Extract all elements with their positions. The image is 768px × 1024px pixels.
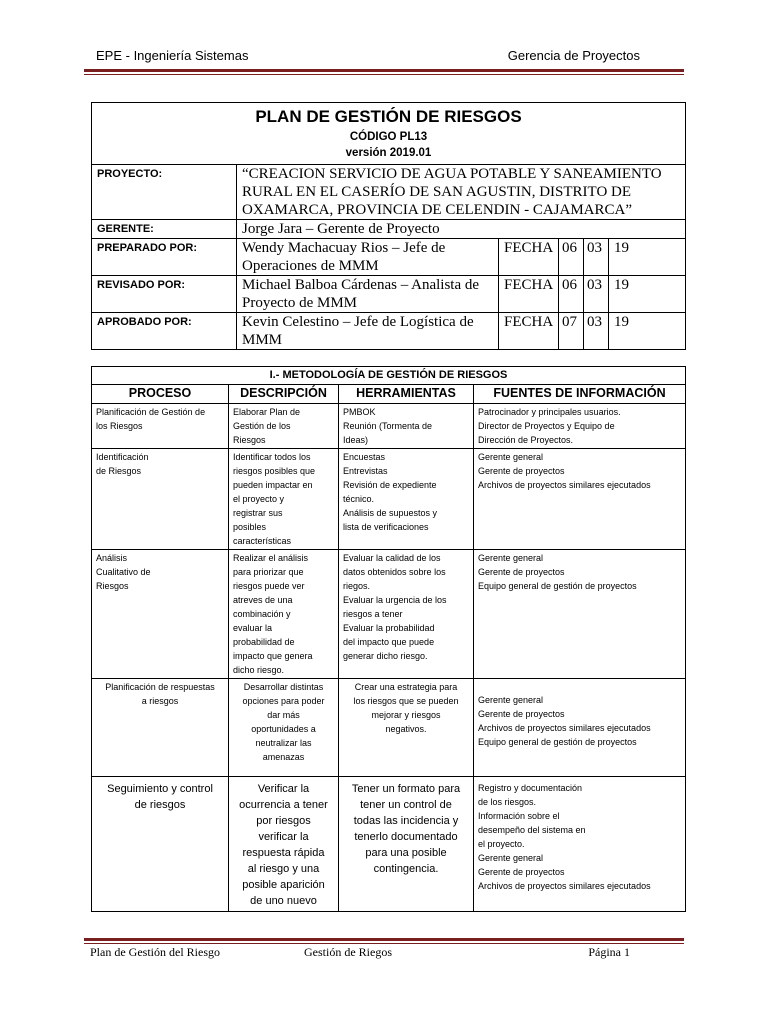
date-year: 19 (609, 276, 686, 313)
prepared-label: PREPARADO POR: (92, 239, 237, 276)
reviewed-value: Michael Balboa Cárdenas – Analista de Proyecto de MMM (237, 276, 499, 313)
cell-line: al riesgo y una (247, 863, 320, 875)
table-row (92, 550, 686, 679)
document-title: PLAN DE GESTIÓN DE RIESGOS (255, 107, 522, 126)
cell-line: opciones para poder (242, 696, 325, 706)
process-cell (92, 449, 229, 550)
cell-line: Gerente general (478, 452, 544, 462)
cell-line: técnico. (343, 494, 375, 504)
header-rule-thin (84, 74, 684, 75)
cell-line: Análisis de supuestos y (343, 508, 438, 518)
cell-line: ocurrencia a tener (239, 799, 328, 811)
date-day: 06 (559, 276, 584, 313)
description-cell (229, 777, 339, 912)
cell-line: Gerente de proyectos (478, 567, 565, 577)
tools-cell (339, 679, 474, 777)
sources-cell (474, 550, 686, 679)
column-header-row (92, 385, 686, 404)
table-row (92, 777, 686, 912)
cell-line: Cualitativo de (96, 567, 151, 577)
cell-line: datos obtenidos sobre los (343, 567, 446, 577)
footer-middle-text: Gestión de Riegos (304, 945, 392, 959)
cell-line: características (233, 536, 292, 546)
cell-line: Gerente de proyectos (478, 709, 565, 719)
cell-line: Análisis (96, 553, 128, 563)
page-header (84, 46, 640, 66)
cell-line: Entrevistas (343, 466, 388, 476)
cell-line: riesgos puede ver (233, 581, 305, 591)
cell-line: respuesta rápida (242, 847, 325, 859)
column-header-description: DESCRIPCIÓN (229, 385, 339, 404)
section-title: I.- METODOLOGÍA DE GESTIÓN DE RIESGOS (92, 367, 686, 385)
cell-line: Gerente de proyectos (478, 867, 565, 877)
cell-line: para priorizar que (233, 567, 304, 577)
cell-line: Archivos de proyectos similares ejecutados (478, 723, 651, 733)
cell-line: atreves de una (233, 595, 293, 605)
date-month: 03 (584, 239, 609, 276)
cell-line: el proyecto y (233, 494, 285, 504)
cell-line: verificar la (258, 831, 309, 843)
document-version: versión 2019.01 (345, 147, 432, 159)
cell-line: dar más (267, 710, 300, 720)
reviewed-label: REVISADO POR: (92, 276, 237, 313)
process-cell (92, 777, 229, 912)
date-day: 06 (559, 239, 584, 276)
cell-line: registrar sus (233, 508, 283, 518)
date-month: 03 (584, 276, 609, 313)
title-cell (92, 103, 686, 165)
cell-line: de uno nuevo (250, 895, 317, 907)
cell-line: combinación y (233, 609, 291, 619)
document-code: CÓDIGO PL13 (349, 131, 428, 143)
cell-line: evaluar la (233, 623, 273, 633)
page-footer (90, 944, 630, 964)
cell-line: Evaluar la urgencia de los (343, 595, 447, 605)
cell-line: Director de Proyectos y Equipo de (478, 421, 615, 431)
table-row (92, 404, 686, 449)
tools-cell (339, 404, 474, 449)
sources-cell (474, 777, 686, 912)
tools-cell (339, 449, 474, 550)
cell-line: Archivos de proyectos similares ejecutados (478, 480, 651, 490)
cell-line: Encuestas (343, 452, 386, 462)
cell-line: contingencia. (373, 863, 439, 875)
cell-line: tener un control de (360, 799, 452, 811)
cell-line: Riesgos (96, 581, 129, 591)
cell-line: probabilidad de (233, 637, 295, 647)
cell-line: pueden impactar en (233, 480, 313, 490)
header-right-text: Gerencia de Proyectos (507, 48, 640, 63)
approved-label: APROBADO POR: (92, 313, 237, 350)
table-row (92, 449, 686, 550)
cell-line: Equipo general de gestión de proyectos (478, 737, 637, 747)
cell-line: Ideas) (343, 435, 369, 445)
cell-line: Verificar la (257, 783, 310, 795)
cell-line: Patrocinador y principales usuarios. (478, 407, 621, 417)
cell-line: oportunidades a (251, 724, 316, 734)
cell-line: todas las incidencia y (353, 815, 459, 827)
cell-line: riesgos posibles que (233, 466, 316, 476)
cell-line: los Riesgos (96, 421, 143, 431)
footer-rule (84, 938, 684, 941)
cell-line: Planificación de respuestas (105, 682, 215, 692)
methodology-table (91, 366, 686, 912)
description-cell (229, 679, 339, 777)
cell-line: Registro y documentación (478, 783, 583, 793)
cell-line: Archivos de proyectos similares ejecutados (478, 881, 651, 891)
cell-line: Crear una estrategia para (354, 682, 458, 692)
tools-cell (339, 777, 474, 912)
prepared-value: Wendy Machacuay Rios – Jefe de Operaciones de MMM (237, 239, 499, 276)
cell-line: a riesgos (141, 696, 179, 706)
approved-row (92, 313, 686, 350)
date-year: 19 (609, 239, 686, 276)
cell-line: Elaborar Plan de (233, 407, 301, 417)
cell-line: Evaluar la probabilidad (343, 623, 435, 633)
header-left-text: EPE - Ingeniería Sistemas (96, 48, 249, 63)
project-value: “CREACION SERVICIO DE AGUA POTABLE Y SANEAMIENTO RURAL EN EL CASERÍO DE SAN AGUSTIN, DISTRITO DE OXAMARCA, PROVINCIA DE CELENDIN - CAJAMARCA” (237, 165, 686, 220)
column-header-sources: FUENTES DE INFORMACIÓN (474, 385, 686, 404)
cell-line: posible aparición (242, 879, 325, 891)
process-cell (92, 404, 229, 449)
cell-line: impacto que genera (233, 651, 313, 661)
cell-line: de Riesgos (96, 466, 142, 476)
cell-line: Gerente general (478, 853, 544, 863)
cell-line: Gerente general (478, 553, 544, 563)
column-header-process: PROCESO (92, 385, 229, 404)
description-cell (229, 404, 339, 449)
cell-line: riesgos a tener (343, 609, 403, 619)
cell-line: Desarrollar distintas (243, 682, 324, 692)
sources-cell (474, 449, 686, 550)
cell-line: Tener un formato para (351, 783, 461, 795)
date-label: FECHA (499, 313, 559, 350)
project-label: PROYECTO: (92, 165, 237, 220)
date-year: 19 (609, 313, 686, 350)
cell-line: desempeño del sistema en (478, 825, 586, 835)
cell-line: el proyecto. (478, 839, 525, 849)
process-cell (92, 550, 229, 679)
prepared-row (92, 239, 686, 276)
cell-line: por riesgos (256, 815, 311, 827)
cell-line: Equipo general de gestión de proyectos (478, 581, 637, 591)
cell-line: riegos. (343, 581, 371, 591)
reviewed-row (92, 276, 686, 313)
cell-line: Gestión de los (233, 421, 291, 431)
cell-line: negativos. (385, 724, 427, 734)
cell-line: mejorar y riesgos (371, 710, 441, 720)
column-header-tools: HERRAMIENTAS (339, 385, 474, 404)
cell-line: generar dicho riesgo. (343, 651, 428, 661)
cell-line: Información sobre el (478, 811, 560, 821)
approved-value: Kevin Celestino – Jefe de Logística de MMM (237, 313, 499, 350)
process-cell (92, 679, 229, 777)
cell-line: de riesgos (134, 799, 186, 811)
cell-line: PMBOK (343, 407, 376, 417)
date-day: 07 (559, 313, 584, 350)
cell-line: Dirección de Proyectos. (478, 435, 574, 445)
cell-line: tenerlo documentado (354, 831, 458, 843)
cell-line: para una posible (365, 847, 447, 859)
page-number: Página 1 (588, 945, 630, 959)
cell-line: posibles (233, 522, 267, 532)
date-month: 03 (584, 313, 609, 350)
cell-line: Reunión (Tormenta de (343, 421, 433, 431)
cell-line: de los riesgos. (478, 797, 537, 807)
cell-line: Riesgos (233, 435, 266, 445)
cell-line: Revisión de expediente (343, 480, 437, 490)
cell-line: dicho riesgo. (233, 665, 285, 675)
cell-line: Realizar el análisis (233, 553, 309, 563)
cell-line: Planificación de Gestión de (96, 407, 206, 417)
cell-line: amenazas (262, 752, 305, 762)
cell-line: Gerente de proyectos (478, 466, 565, 476)
description-cell (229, 550, 339, 679)
sources-cell (474, 679, 686, 777)
cell-line: Identificar todos los (233, 452, 311, 462)
cell-line: Seguimiento y control (107, 783, 213, 795)
table-row (92, 679, 686, 777)
footer-left-text: Plan de Gestión del Riesgo (90, 945, 220, 959)
cell-line: del impacto que puede (343, 637, 435, 647)
description-cell (229, 449, 339, 550)
cell-line: Evaluar la calidad de los (343, 553, 441, 563)
sources-cell (474, 404, 686, 449)
date-label: FECHA (499, 239, 559, 276)
cell-line: lista de verificaciones (343, 522, 429, 532)
date-label: FECHA (499, 276, 559, 313)
cell-line: los riesgos que se pueden (353, 696, 459, 706)
header-rule (84, 69, 684, 72)
tools-cell (339, 550, 474, 679)
document-info-table (91, 102, 686, 350)
manager-value: Jorge Jara – Gerente de Proyecto (237, 220, 686, 239)
cell-line: neutralizar las (255, 738, 312, 748)
cell-line: Gerente general (478, 695, 544, 705)
manager-label: GERENTE: (92, 220, 237, 239)
cell-line: Identificación (96, 452, 149, 462)
